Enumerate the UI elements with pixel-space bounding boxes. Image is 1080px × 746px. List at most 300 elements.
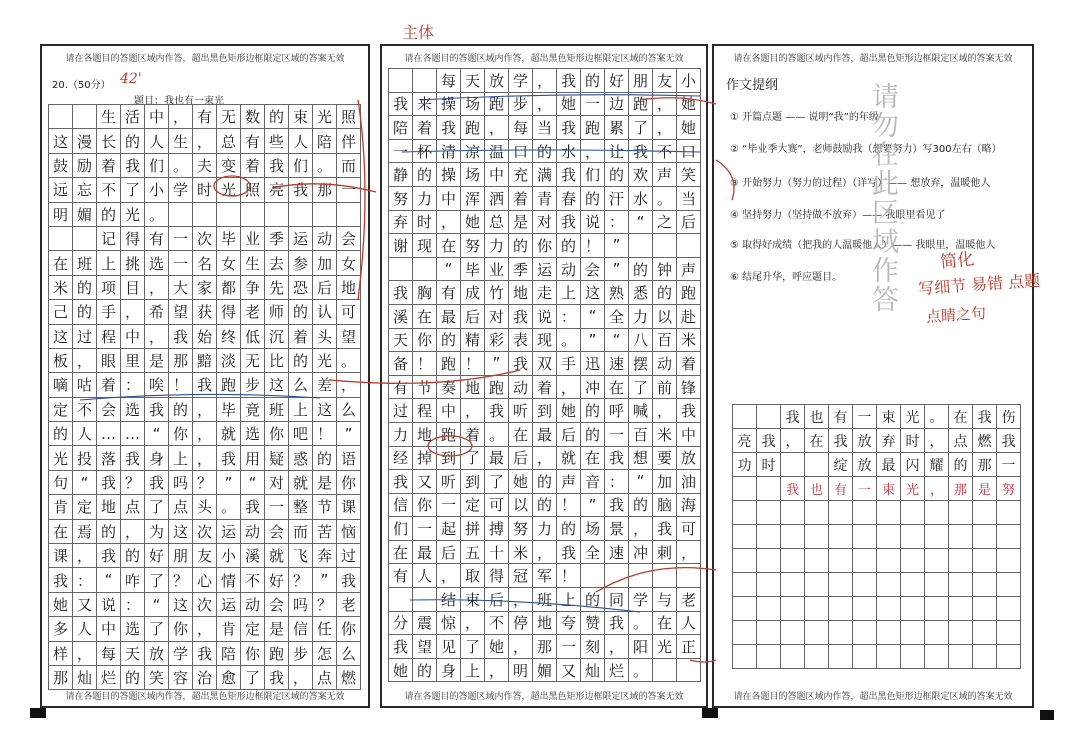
grid-cell: 友 <box>193 544 217 568</box>
grid-cell: 挑 <box>121 251 145 275</box>
sheet-header-notice: 请在各题目的答题区域内作答，超出黑色矩形边框限定区域的答案无效 <box>404 54 684 64</box>
grid-cell: 在 <box>49 251 73 275</box>
grid-cell: 学 <box>169 642 193 666</box>
grid-cell: 差 <box>313 373 337 397</box>
grid-cell: 杯 <box>413 140 437 164</box>
grid-cell: 陪 <box>217 642 241 666</box>
grid-cell: ， <box>461 399 485 423</box>
grid-cell: 停 <box>509 612 533 636</box>
grid-cell: 淡 <box>217 349 241 373</box>
grid-cell: 她 <box>485 635 509 659</box>
grid-cell: 课 <box>49 544 73 568</box>
grid-cell: 中 <box>677 423 701 447</box>
grid-cell: 凉 <box>461 140 485 164</box>
grid-cell: 笑 <box>677 163 701 187</box>
grid-cell: 一 <box>997 453 1021 477</box>
grid-cell: 小 <box>145 178 169 202</box>
grid-cell: 后 <box>557 423 581 447</box>
grid-cell: 在 <box>437 234 461 258</box>
grid-cell: 课 <box>337 495 361 519</box>
grid-cell: 情 <box>217 568 241 592</box>
grid-cell: 。 <box>169 154 193 178</box>
grid-cell: 节 <box>413 376 437 400</box>
grid-cell: 治 <box>193 666 217 690</box>
grid-cell: 手 <box>557 352 581 376</box>
annotation-simplify: 简化 <box>939 249 976 273</box>
grid-cell: ” <box>337 422 361 446</box>
grid-cell: “ <box>241 471 265 495</box>
grid-cell: 朋 <box>629 69 653 93</box>
grid-cell: 身 <box>145 446 169 470</box>
grid-cell: 家 <box>193 276 217 300</box>
grid-cell: 一 <box>853 405 877 429</box>
grid-cell: 是 <box>265 617 289 641</box>
grid-cell: 五 <box>461 541 485 565</box>
grid-cell: 中 <box>485 163 509 187</box>
sheet-footer-notice: 请在各题目的答题区域内作答，超出黑色矩形边框限定区域的答案无效 <box>404 692 684 702</box>
grid-cell: “ <box>73 471 97 495</box>
grid-cell: 季 <box>265 227 289 251</box>
grid-cell: 天 <box>461 69 485 93</box>
grid-cell: 操 <box>437 163 461 187</box>
grid-cell: 的 <box>265 105 289 129</box>
grid-cell: 用 <box>241 446 265 470</box>
grid-cell: 就 <box>265 544 289 568</box>
grid-cell: 我 <box>389 281 413 305</box>
grid-cell: 溪 <box>389 305 413 329</box>
grid-cell: ” <box>605 258 629 282</box>
grid-cell: 你 <box>241 642 265 666</box>
grid-cell: 班 <box>73 251 97 275</box>
grid-cell: 累 <box>605 116 629 140</box>
grid-cell: 的 <box>413 659 437 683</box>
grid-cell: 成 <box>461 281 485 305</box>
grid-cell: 我 <box>605 612 629 636</box>
grid-cell: 们 <box>145 154 169 178</box>
grid-cell: 人 <box>677 612 701 636</box>
grid-cell: 天 <box>389 329 413 353</box>
grid-cell: ： <box>121 593 145 617</box>
grid-cell: 一 <box>169 227 193 251</box>
grid-cell: 我 <box>389 470 413 494</box>
grid-cell: 句 <box>49 471 73 495</box>
grid-cell: 让 <box>605 140 629 164</box>
grid-cell: ？ <box>169 568 193 592</box>
grid-cell: 奏 <box>437 376 461 400</box>
grid-cell: 刻 <box>581 635 605 659</box>
grid-cell: 的 <box>509 234 533 258</box>
grid-cell: 次 <box>193 227 217 251</box>
grid-cell: 迅 <box>581 352 605 376</box>
grid-cell: 们 <box>581 163 605 187</box>
grid-cell: ， <box>485 116 509 140</box>
grid-cell: ， <box>629 517 653 541</box>
grid-cell: 女 <box>337 251 361 275</box>
grid-cell: 中 <box>145 105 169 129</box>
grid-cell: 肯 <box>217 617 241 641</box>
grid-cell: 程 <box>413 399 437 423</box>
grid-cell: ， <box>289 666 313 690</box>
grid-cell: 业 <box>241 227 265 251</box>
grid-cell: ， <box>653 399 677 423</box>
grid-cell: 疑 <box>265 446 289 470</box>
grid-cell: 她 <box>677 116 701 140</box>
grid-cell: 加 <box>653 470 677 494</box>
grid-cell: 与 <box>653 588 677 612</box>
grid-cell: 怎 <box>313 642 337 666</box>
grid-cell: 点 <box>313 666 337 690</box>
grid-cell: 春 <box>557 187 581 211</box>
grid-cell: ， <box>437 564 461 588</box>
grid-cell: 我 <box>781 405 805 429</box>
grid-cell: 摆 <box>629 352 653 376</box>
grid-cell: 整 <box>289 495 313 519</box>
grid-cell: 程 <box>97 325 121 349</box>
grid-cell: 灿 <box>73 666 97 690</box>
grid-cell: 胸 <box>413 281 437 305</box>
grid-cell: 到 <box>461 470 485 494</box>
grid-cell: 选 <box>121 398 145 422</box>
grid-cell: 是 <box>145 349 169 373</box>
grid-cell: 在 <box>805 429 829 453</box>
outline-item: ⑥ 结尾升华，呼应题目。 <box>730 272 843 283</box>
grid-cell: 军 <box>533 564 557 588</box>
grid-cell: 锋 <box>677 376 701 400</box>
grid-cell: 己 <box>49 300 73 324</box>
grid-cell: “ <box>581 305 605 329</box>
grid-cell: 跑 <box>629 93 653 117</box>
grid-cell: 任 <box>313 617 337 641</box>
grid-cell: 目 <box>121 276 145 300</box>
grid-cell: 。 <box>485 423 509 447</box>
grid-cell: 了 <box>121 178 145 202</box>
grid-cell: 记 <box>97 227 121 251</box>
grid-cell: 你 <box>413 329 437 353</box>
grid-cell: 定 <box>73 495 97 519</box>
grid-cell: 有 <box>829 477 853 501</box>
grid-cell: 那 <box>313 178 337 202</box>
grid-cell: 动 <box>313 227 337 251</box>
grid-cell: 双 <box>533 352 557 376</box>
grid-cell: 这 <box>169 520 193 544</box>
grid-cell: 那 <box>949 477 973 501</box>
grid-cell: ， <box>509 588 533 612</box>
grid-cell: 媚 <box>73 203 97 227</box>
grid-cell: “ <box>145 422 169 446</box>
grid-cell: 明 <box>49 203 73 227</box>
grid-cell: ！ <box>413 352 437 376</box>
grid-cell: 燃 <box>973 429 997 453</box>
grid-cell: ， <box>145 276 169 300</box>
grid-cell: 手 <box>97 300 121 324</box>
grid-cell: 你 <box>533 234 557 258</box>
grid-cell: 无 <box>217 105 241 129</box>
grid-cell: 不 <box>653 140 677 164</box>
grid-cell: 毕 <box>461 258 485 282</box>
grid-cell: 一 <box>437 494 461 518</box>
grid-cell: 我 <box>677 399 701 423</box>
grid-cell: ： <box>73 568 97 592</box>
grid-cell: 的 <box>653 281 677 305</box>
grid-cell: 一 <box>337 178 361 202</box>
grid-cell: 鼓 <box>49 154 73 178</box>
grid-cell: 我 <box>389 93 413 117</box>
grid-cell: 上 <box>557 588 581 612</box>
grid-cell: 节 <box>313 495 337 519</box>
grid-cell: 她 <box>557 93 581 117</box>
grid-cell: 她 <box>677 93 701 117</box>
grid-cell: 时 <box>413 211 437 235</box>
grid-cell: ， <box>337 373 361 397</box>
grid-cell: 。 <box>217 495 241 519</box>
grid-cell: 总 <box>217 129 241 153</box>
grid-cell: 数 <box>241 105 265 129</box>
grid-cell: 弃 <box>389 211 413 235</box>
grid-cell: 的 <box>533 470 557 494</box>
red-ink-bracket <box>358 100 365 300</box>
grid-cell: ” <box>605 234 629 258</box>
grid-cell: ， <box>485 659 509 683</box>
grid-cell: 着 <box>509 187 533 211</box>
grid-cell: 季 <box>509 258 533 282</box>
grid-cell: 的 <box>629 494 653 518</box>
grid-cell: 在 <box>949 405 973 429</box>
grid-cell: 你 <box>169 617 193 641</box>
grid-cell: 一 <box>557 635 581 659</box>
grid-cell: 努 <box>997 477 1021 501</box>
grid-cell: ！ <box>581 234 605 258</box>
grid-cell: 动 <box>241 520 265 544</box>
grid-cell: 溪 <box>241 544 265 568</box>
grid-cell: 人 <box>145 129 169 153</box>
question-number: 20.（50分） <box>52 80 111 91</box>
grid-cell: 励 <box>73 154 97 178</box>
grid-cell: 定 <box>49 398 73 422</box>
grid-cell: 我 <box>557 116 581 140</box>
grid-cell: 在 <box>49 520 73 544</box>
grid-cell: 加 <box>313 251 337 275</box>
grid-cell: 束 <box>461 588 485 612</box>
grid-cell: 咕 <box>73 373 97 397</box>
grid-cell: 长 <box>97 129 121 153</box>
grid-cell: 一 <box>605 423 629 447</box>
grid-cell: 次 <box>193 593 217 617</box>
grid-cell: 冲 <box>629 541 653 565</box>
grid-cell: 力 <box>413 187 437 211</box>
grid-cell: 选 <box>121 617 145 641</box>
grid-cell: 。 <box>337 349 361 373</box>
grid-cell: ？ <box>193 471 217 495</box>
grid-cell: 呼 <box>605 399 629 423</box>
grid-cell: 争 <box>241 276 265 300</box>
grid-cell: 现 <box>533 329 557 353</box>
grid-cell: 拼 <box>461 517 485 541</box>
grid-cell: 后 <box>313 276 337 300</box>
grid-cell: 之 <box>653 211 677 235</box>
grid-cell: 的 <box>49 422 73 446</box>
grid-cell: 的 <box>557 517 581 541</box>
grid-cell: 要 <box>653 447 677 471</box>
grid-cell: 操 <box>437 93 461 117</box>
grid-cell: 可 <box>337 300 361 324</box>
grid-cell: 吗 <box>289 593 313 617</box>
grid-cell: ， <box>73 349 97 373</box>
sheet-footer-notice: 请在各题目的答题区域内作答，超出黑色矩形边框限定区域的答案无效 <box>733 692 1013 702</box>
grid-cell: 着 <box>461 423 485 447</box>
grid-cell: 速 <box>605 352 629 376</box>
grid-cell: 一 <box>581 93 605 117</box>
grid-cell: 夸 <box>557 612 581 636</box>
grid-cell: 不 <box>241 568 265 592</box>
grid-cell: 弃 <box>877 429 901 453</box>
grid-cell: 对 <box>533 211 557 235</box>
grid-cell: 的 <box>97 203 121 227</box>
grid-cell: 师 <box>265 300 289 324</box>
grid-cell: 我 <box>389 635 413 659</box>
grid-cell: 人 <box>73 422 97 446</box>
grid-cell: 是 <box>509 211 533 235</box>
grid-cell: 功 <box>733 453 757 477</box>
grid-cell: 口 <box>677 140 701 164</box>
grid-cell: 运 <box>217 593 241 617</box>
grid-cell: 肯 <box>49 495 73 519</box>
grid-cell: 眼 <box>97 349 121 373</box>
grid-cell: 着 <box>533 376 557 400</box>
grid-cell: 上 <box>461 659 485 683</box>
grid-cell: ？ <box>313 593 337 617</box>
grid-cell: 明 <box>509 659 533 683</box>
grid-cell: 当 <box>533 116 557 140</box>
grid-cell: 着 <box>413 116 437 140</box>
grid-cell: 动 <box>557 258 581 282</box>
grid-cell: 的 <box>581 187 605 211</box>
grid-cell: 灿 <box>581 659 605 683</box>
grid-cell: 朋 <box>169 544 193 568</box>
grid-cell: ， <box>781 429 805 453</box>
grid-cell: 人 <box>413 564 437 588</box>
grid-cell: 吧 <box>289 422 313 446</box>
grid-cell: 后 <box>509 447 533 471</box>
grid-cell: 说 <box>533 305 557 329</box>
grid-cell: 动 <box>653 352 677 376</box>
grid-cell: 。 <box>653 187 677 211</box>
grid-cell: “ <box>145 593 169 617</box>
grid-cell: 景 <box>605 517 629 541</box>
grid-cell: 的 <box>169 398 193 422</box>
grid-cell: 学 <box>629 588 653 612</box>
grid-cell: 跑 <box>437 352 461 376</box>
grid-cell: 就 <box>289 471 313 495</box>
grid-cell: 了 <box>629 116 653 140</box>
grid-cell: 音 <box>581 470 605 494</box>
grid-cell: 头 <box>193 495 217 519</box>
grid-cell: 过 <box>337 544 361 568</box>
grid-cell: 而 <box>337 154 361 178</box>
grid-cell: 起 <box>437 517 461 541</box>
grid-cell: 的 <box>413 163 437 187</box>
grid-cell: 地 <box>509 281 533 305</box>
grid-cell: 她 <box>461 211 485 235</box>
outline-title: 作文提纲 <box>726 78 779 93</box>
grid-cell: 这 <box>265 373 289 397</box>
grid-cell: “ <box>97 568 121 592</box>
grid-cell: 天 <box>121 642 145 666</box>
grid-cell: 名 <box>193 251 217 275</box>
grid-cell: ， <box>121 520 145 544</box>
annotation-ziti: 主体 <box>402 23 435 42</box>
grid-cell: 放 <box>853 453 877 477</box>
grid-cell: 一 <box>413 517 437 541</box>
grid-cell: 可 <box>485 494 509 518</box>
grid-cell: 我 <box>557 541 581 565</box>
grid-cell: 了 <box>145 617 169 641</box>
grid-cell: 的 <box>533 140 557 164</box>
grid-cell: 的 <box>121 544 145 568</box>
grid-cell: 不 <box>97 178 121 202</box>
grid-cell: 水 <box>557 140 581 164</box>
grid-cell: 。 <box>145 203 169 227</box>
grid-cell: 我 <box>241 495 265 519</box>
grid-cell: 我 <box>97 544 121 568</box>
grid-cell: 笑 <box>145 666 169 690</box>
grid-cell: 经 <box>389 447 413 471</box>
grid-cell: 她 <box>509 470 533 494</box>
grid-cell: 毕 <box>217 398 241 422</box>
sheet-header-notice: 请在各题目的答题区域内作答，超出黑色矩形边框限定区域的答案无效 <box>733 54 1013 64</box>
grid-cell: 亮 <box>265 178 289 202</box>
grid-cell: 会 <box>337 227 361 251</box>
grid-cell: 我 <box>973 405 997 429</box>
grid-cell: 好 <box>265 568 289 592</box>
grid-cell: 震 <box>413 612 437 636</box>
red-ink-arrow <box>640 98 716 104</box>
grid-cell: 跑 <box>677 281 701 305</box>
grid-cell: 漫 <box>73 129 97 153</box>
grid-cell: ， <box>677 541 701 565</box>
grid-cell: 友 <box>653 69 677 93</box>
grid-cell: 那 <box>973 453 997 477</box>
grid-cell: 上 <box>557 281 581 305</box>
grid-cell: 人 <box>73 617 97 641</box>
grid-cell: 会 <box>265 520 289 544</box>
grid-cell: 全 <box>581 541 605 565</box>
red-ink-arrow <box>716 160 734 200</box>
grid-cell: 嘀 <box>49 373 73 397</box>
grid-cell: 我 <box>145 398 169 422</box>
grid-cell: 的 <box>313 446 337 470</box>
grid-cell: 我 <box>121 446 145 470</box>
grid-cell: 跑 <box>217 373 241 397</box>
grid-cell: 板 <box>49 349 73 373</box>
grid-cell: 小 <box>677 69 701 93</box>
grid-cell: 跑 <box>461 116 485 140</box>
grid-cell: 温 <box>485 140 509 164</box>
grid-cell: 的 <box>605 163 629 187</box>
grid-cell: 最 <box>437 305 461 329</box>
grid-cell: 的 <box>73 276 97 300</box>
grid-cell: 运 <box>533 258 557 282</box>
grid-cell: 闪 <box>901 453 925 477</box>
grid-cell: 有 <box>193 105 217 129</box>
grid-cell: 黯 <box>193 349 217 373</box>
grid-cell: 的 <box>121 129 145 153</box>
grid-cell: 最 <box>877 453 901 477</box>
grid-cell: 在 <box>509 423 533 447</box>
grid-cell: 声 <box>677 258 701 282</box>
grid-cell: 阳 <box>629 635 653 659</box>
grid-cell: 我 <box>605 447 629 471</box>
grid-cell: 上 <box>169 446 193 470</box>
